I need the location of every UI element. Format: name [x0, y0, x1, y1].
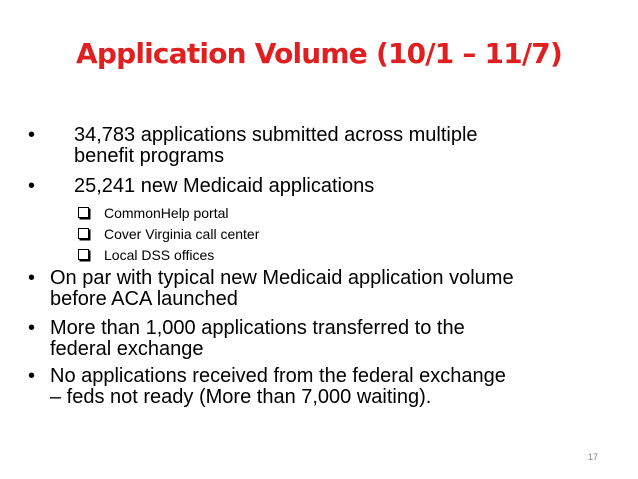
- checkbox-square-icon: [78, 228, 89, 239]
- bullet-text-line: No applications received from the federal exchange: [50, 365, 506, 387]
- bullet-marker: •: [28, 317, 36, 339]
- checkbox-square-icon: [78, 249, 89, 260]
- bullet-text-line: 25,241 new Medicaid applications: [74, 175, 375, 197]
- bullet-text-line: – feds not ready (More than 7,000 waiting).: [50, 386, 432, 408]
- bullet-marker: •: [28, 124, 36, 146]
- bullet-item: [28, 125, 618, 167]
- bullet-text-line: On par with typical new Medicaid application volume: [50, 267, 514, 289]
- bullet-marker: •: [28, 365, 36, 387]
- bullet-item: [28, 176, 618, 197]
- page-number: 17: [587, 452, 598, 462]
- bullet-item: [28, 268, 618, 310]
- bullet-text-line: federal exchange: [50, 338, 204, 360]
- sub-item: [78, 247, 214, 263]
- bullet-item: [28, 318, 618, 360]
- bullet-text-line: More than 1,000 applications transferred to the: [50, 317, 465, 339]
- bullet-text-line: 34,783 applications submitted across multiple: [74, 124, 478, 146]
- bullet-item: [28, 366, 618, 408]
- sub-item-text: CommonHelp portal: [104, 205, 229, 221]
- bullet-marker: •: [28, 175, 36, 197]
- bullet-marker: •: [28, 267, 36, 289]
- sub-item-text: Local DSS offices: [104, 247, 215, 263]
- checkbox-square-icon: [78, 207, 89, 218]
- sub-item-text: Cover Virginia call center: [104, 226, 260, 242]
- bullet-text-line: benefit programs: [74, 145, 225, 167]
- slide-title: Application Volume (10/1 – 11/7): [75, 37, 562, 70]
- sub-item: [78, 205, 229, 221]
- bullet-text-line: before ACA launched: [50, 288, 238, 310]
- sub-item: [78, 226, 259, 242]
